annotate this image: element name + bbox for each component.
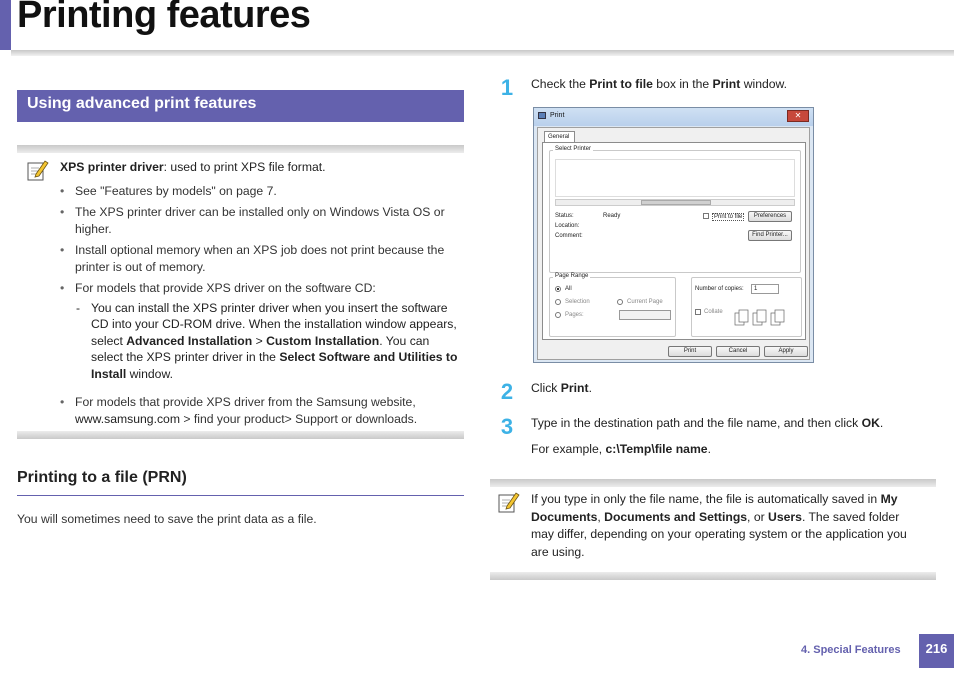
step-part: Check the (531, 77, 590, 91)
select-printer-label: Select Printer (555, 146, 592, 152)
radio-all-label: All (565, 286, 572, 292)
note-part: If you type in only the file name, the file is automatically saved in (531, 492, 881, 506)
title-divider (11, 50, 954, 56)
radio-current-page[interactable] (617, 299, 623, 305)
radio-selection[interactable] (555, 299, 561, 305)
step-part: For example, (531, 442, 606, 456)
print-button[interactable]: Print (668, 346, 712, 357)
pencil-note-icon (498, 491, 520, 515)
samsung-link[interactable]: www.samsung.com (75, 411, 180, 426)
page-number: 216 (919, 634, 954, 668)
sub-text: window. (126, 366, 173, 381)
printer-list[interactable] (555, 159, 795, 197)
step-part: Click (531, 381, 561, 395)
copies-label: Number of copies: (695, 286, 744, 292)
page-title: Printing features (17, 0, 311, 36)
printer-icon (538, 112, 546, 119)
find-printer-button[interactable]: Find Printer... (748, 230, 792, 241)
general-panel (542, 142, 806, 340)
radio-pages[interactable] (555, 312, 561, 318)
step-bold: c:\Temp\file name (605, 442, 708, 456)
print-dialog-screenshot (533, 107, 814, 363)
subsection-rule (17, 495, 464, 496)
printer-list-scrollbar[interactable] (555, 199, 795, 206)
header-accent-bar (0, 0, 11, 50)
collate-pages-icon (733, 307, 793, 333)
dialog-body (537, 127, 810, 360)
collate-checkbox[interactable] (695, 309, 701, 315)
step-part: . (879, 416, 884, 430)
sub-bold: Select Software and Utilities to Install (91, 350, 458, 381)
list-item-text: > find your product> Support or downloads. (179, 411, 418, 426)
sub-bold: Custom Installation (266, 333, 380, 348)
note-bold: Documents and Settings (604, 509, 748, 524)
step-number: 3 (500, 414, 514, 439)
radio-all[interactable] (555, 286, 561, 292)
sub-text: You can install the XPS printer driver when you insert the software CD into your CD-ROM drive. When the installation window appears, select (91, 300, 457, 348)
step-part: Type in the destination path and the file name, and then click (531, 416, 862, 430)
apply-button[interactable]: Apply (764, 346, 808, 357)
step-bold: Print (560, 381, 589, 395)
copies-input[interactable]: 1 (751, 284, 779, 294)
radio-pages-label: Pages: (565, 312, 584, 318)
note-text (531, 491, 921, 561)
step-part: window. (740, 77, 788, 91)
page-range-label: Page Range (555, 273, 589, 279)
collate-label: Collate (704, 309, 723, 315)
note-top-rule (490, 479, 936, 487)
note-lead (60, 159, 460, 176)
step-part: box in the (652, 77, 713, 91)
list-item (60, 394, 460, 427)
list-item: • See "Features by models" on page 7. (60, 183, 460, 200)
step-bold: OK (861, 416, 880, 430)
note-bold: Users (768, 509, 802, 524)
list-item-text: For models that provide XPS driver from the Samsung website, (75, 395, 416, 409)
scrollbar-thumb[interactable] (641, 200, 711, 205)
note-lead-rest: : used to print XPS file format. (163, 160, 326, 174)
dialog-title: Print (550, 112, 565, 119)
step-example (531, 442, 711, 456)
note-bullet-list (60, 183, 460, 428)
step-bold: Print (712, 77, 741, 91)
pages-input[interactable] (619, 310, 671, 320)
note-part: , (597, 509, 605, 524)
step-number: 1 (500, 75, 514, 100)
note-text (60, 159, 460, 432)
step-text (531, 77, 787, 91)
note-bold: My Documents (531, 492, 898, 524)
note-bottom-rule (17, 431, 464, 439)
note-bottom-rule (490, 572, 936, 580)
footer-chapter: 4. Special Features (801, 644, 901, 656)
sub-bold: Advanced Installation (126, 333, 253, 348)
step-text (531, 416, 883, 430)
subsection-description: You will sometimes need to save the print data as a file. (17, 512, 317, 526)
step-text (531, 381, 592, 395)
sub-list-item (75, 300, 460, 383)
comment-label: Comment: (555, 233, 583, 239)
step-bold: Print to file (589, 77, 653, 91)
radio-selection-label: Selection (565, 299, 590, 305)
step-part: . (588, 381, 592, 395)
tab-general[interactable]: General (544, 131, 575, 143)
dialog-titlebar (534, 108, 813, 126)
pencil-note-icon (27, 159, 49, 183)
list-item (60, 280, 460, 382)
note-box-save-location (490, 479, 936, 580)
sub-text: > (252, 333, 267, 348)
note-lead-term: XPS printer driver (60, 160, 164, 174)
sub-text: . You can select the XPS printer driver in the (91, 333, 430, 364)
list-item-text: For models that provide XPS driver on the software CD: (75, 281, 376, 295)
note-box-xps (17, 145, 464, 439)
note-top-rule (17, 145, 464, 153)
status-value: Ready (603, 213, 621, 219)
section-banner: Using advanced print features (17, 90, 464, 122)
location-label: Location: (555, 223, 580, 229)
step-number: 2 (500, 379, 514, 404)
step-part: . (707, 442, 711, 456)
list-item: • The XPS printer driver can be installed only on Windows Vista OS or higher. (60, 204, 460, 237)
note-part: . The saved folder may differ, depending on your operating system or the application you are using. (531, 509, 907, 559)
print-to-file-checkbox[interactable] (703, 213, 709, 219)
cancel-button[interactable]: Cancel (716, 346, 760, 357)
list-item: • Install optional memory when an XPS job does not print because the printer is out of memory. (60, 242, 460, 275)
sub-list (75, 300, 460, 383)
print-to-file-label[interactable]: Print to file (714, 214, 743, 220)
close-icon[interactable]: ✕ (787, 110, 809, 122)
note-part: , or (747, 509, 769, 524)
radio-current-page-label: Current Page (627, 299, 663, 305)
preferences-button[interactable]: Preferences (748, 211, 792, 222)
status-label: Status: (555, 213, 574, 219)
subsection-heading: Printing to a file (PRN) (17, 469, 187, 486)
